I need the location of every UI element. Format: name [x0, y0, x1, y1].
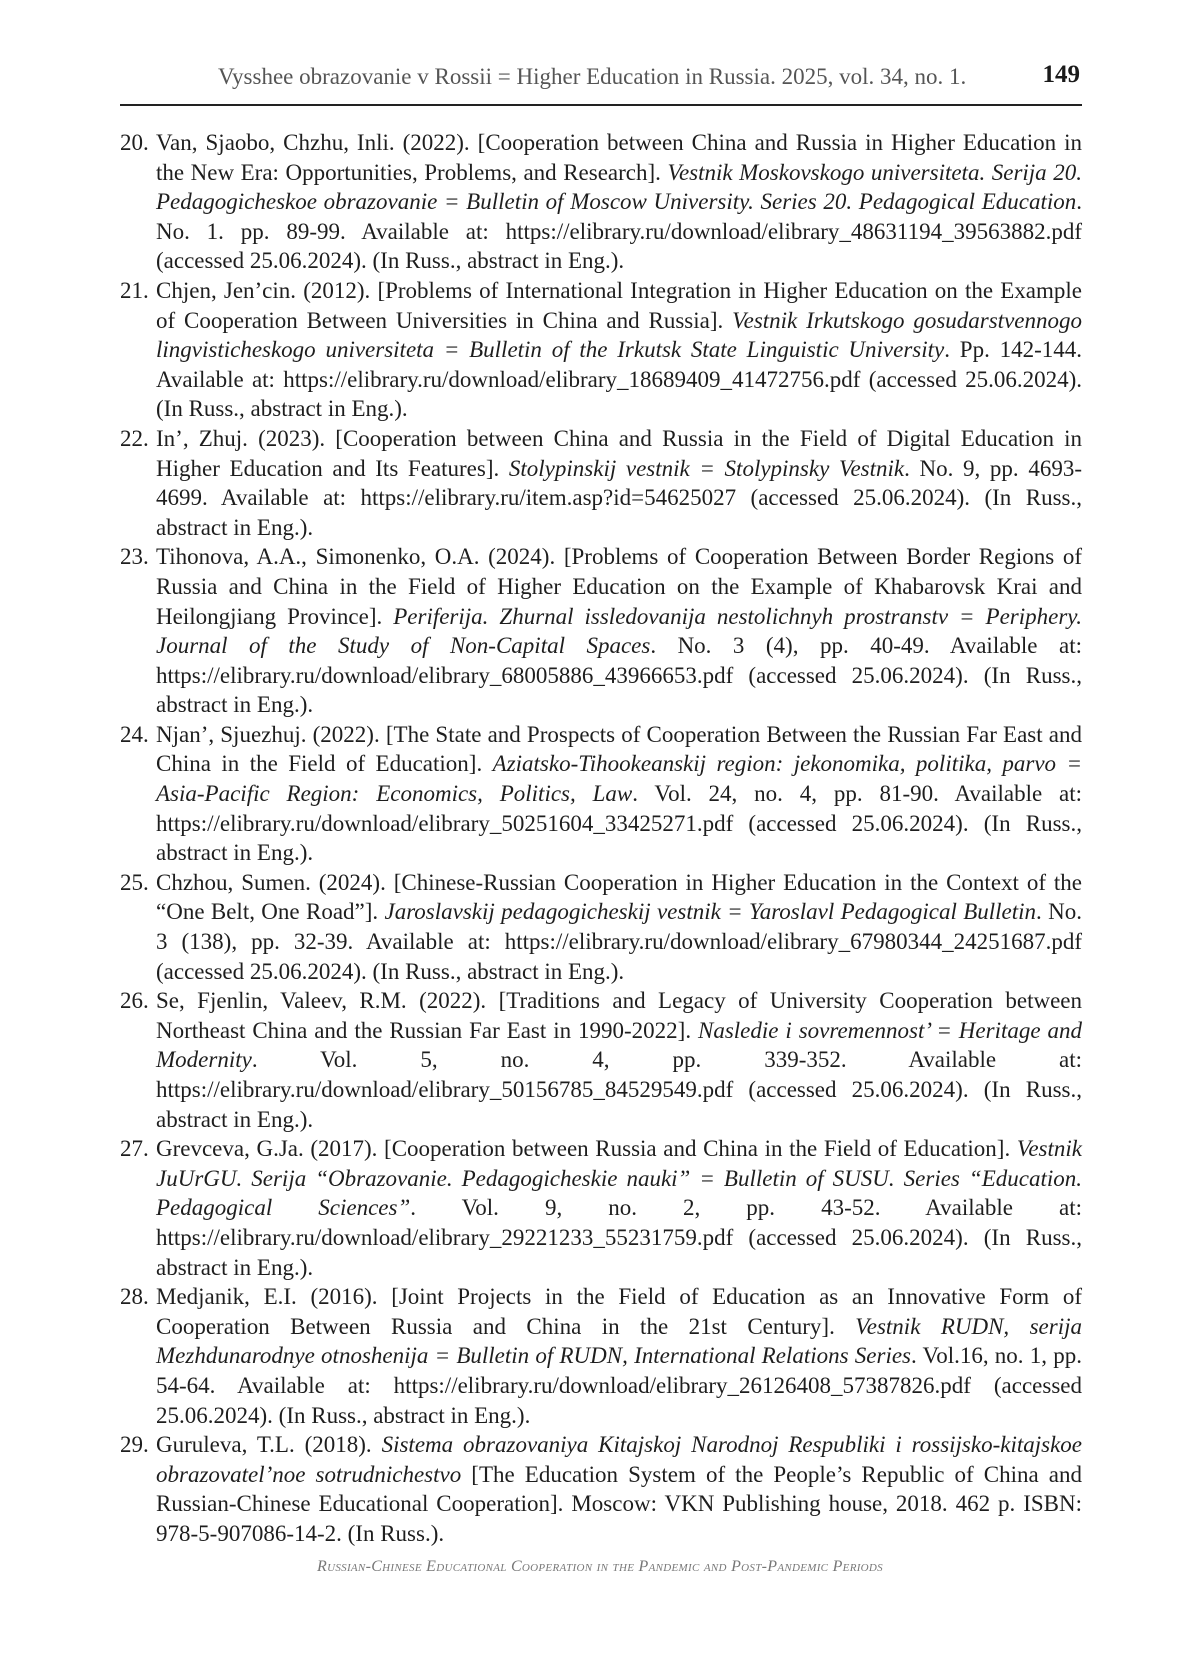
reference-text: Medjanik, E.I. (2016). [Joint Projects in the Field of Education as an Innovative Form of Cooperation Between Russia and China in the 21st Century].	[156, 1284, 1082, 1339]
reference-text: Njan’, Sjuezhuj. (2022). [The State and Prospects of Cooperation Between the Russian Far East and China in the Field of Education].	[156, 721, 1082, 777]
reference-number: 29.	[120, 1432, 149, 1458]
reference-details: . No. 3 (138), pp. 32-39. Available at: https://elibrary.ru/download/elibrary_67980344_24251687.pdf (accessed 25.06.2024). (In Russ., abstract in Eng.).	[156, 899, 1082, 984]
reference-details: . No. 3 (4), pp. 40-49. Available at: https://elibrary.ru/download/elibrary_68005886_43966653.pdf (accessed 25.06.2024). (In Russ., abstract in Eng.).	[156, 633, 1082, 718]
reference-text: Grevceva, G.Ja. (2017). [Cooperation between Russia and China in the Field of Education].	[156, 1136, 1017, 1162]
reference-item	[120, 1282, 1082, 1430]
reference-number: 24.	[120, 721, 149, 747]
reference-number: 28.	[120, 1284, 149, 1310]
reference-item	[120, 986, 1082, 1134]
reference-item	[120, 128, 1082, 276]
reference-source: Vestnik Irkutskogo gosudarstvennogo lingvisticheskogo universiteta = Bulletin of the Irkutsk State Linguistic University	[156, 307, 1082, 363]
reference-number: 25.	[120, 869, 149, 895]
journal-title: Vysshee obrazovanie v Rossii = Higher Education in Russia. 2025, vol. 34, no. 1.	[218, 64, 967, 89]
reference-source: Jaroslavskij pedagogicheskij vestnik = Yaroslavl Pedagogical Bulletin	[384, 899, 1037, 925]
reference-number: 27.	[120, 1136, 149, 1162]
reference-item	[120, 1134, 1082, 1282]
reference-item	[120, 276, 1082, 424]
reference-source: Vestnik JuUrGU. Serija “Obrazovanie. Pedagogicheskie nauki” = Bulletin of SUSU. Series “Education. Pedagogical Sciences”	[156, 1136, 1082, 1221]
reference-source: Stolypinskij vestnik = Stolypinsky Vestnik	[508, 455, 905, 481]
reference-item	[120, 1430, 1082, 1548]
reference-text: Tihonova, A.A., Simonenko, O.A. (2024). [Problems of Cooperation Between Border Regions of Russia and China in the Field of Higher Education on the Example of Khabarovsk Krai and Heilongjiang Province].	[156, 544, 1082, 629]
page-header	[120, 58, 1082, 106]
reference-details: . Vol. 9, no. 2, pp. 43-52. Available at: https://elibrary.ru/download/elibrary_29221233_55231759.pdf (accessed 25.06.2024). (In Russ., abstract in Eng.).	[156, 1195, 1082, 1280]
running-title: Russian-Chinese Educational Cooperation in the Pandemic and Post-Pandemic Periods	[317, 1558, 883, 1575]
reference-details: [The Education System of the People’s Republic of China and Russian-Chinese Educational Cooperation]. Moscow: VKN Publishing house, 2018. 462 p. ISBN: 978-5-907086-14-2. (In Russ.).	[156, 1461, 1082, 1546]
reference-text: Chzhou, Sumen. (2024). [Chinese-Russian Cooperation in Higher Education in the Context of the “One Belt, One Road”].	[156, 869, 1082, 925]
reference-text: In’, Zhuj. (2023). [Cooperation between China and Russia in the Field of Digital Education in Higher Education and Its Features].	[156, 425, 1082, 481]
reference-text: Van, Sjaobo, Chzhu, Inli. (2022). [Cooperation between China and Russia in Higher Education in the New Era: Opportunities, Problems, and Research].	[156, 130, 1082, 185]
reference-number: 26.	[120, 988, 149, 1014]
reference-source: Aziatsko-Tihookeanskij region: jekonomika, politika, parvo = Asia-Pacific Region: Economics, Politics, Law	[156, 751, 1083, 807]
reference-source: Vestnik RUDN, serija Mezhdunarodnye otnoshenija = Bulletin of RUDN, International Relations Series	[156, 1313, 1082, 1369]
reference-source: Sistema obrazovaniya Kitajskoj Narodnoj Respubliki i rossijsko-kitajskoe obrazovatel’noe sotrudnichestvo	[156, 1432, 1082, 1487]
page-number: 149	[1042, 61, 1080, 88]
reference-number: 22.	[120, 425, 149, 451]
reference-list	[120, 128, 1082, 1549]
reference-item	[120, 424, 1082, 542]
reference-text: Guruleva, T.L. (2018).	[156, 1432, 382, 1458]
reference-details: . Pp. 142-144. Available at: https://elibrary.ru/download/elibrary_18689409_41472756.pdf (accessed 25.06.2024). (In Russ., abstract in Eng.).	[156, 337, 1082, 422]
reference-number: 23.	[120, 544, 149, 570]
reference-details: . Vol. 24, no. 4, pp. 81-90. Available at: https://elibrary.ru/download/elibrary_50251604_33425271.pdf (accessed 25.06.2024). (In Russ., abstract in Eng.).	[156, 781, 1083, 866]
reference-details: . No. 9, pp. 4693-4699. Available at: https://elibrary.ru/item.asp?id=54625027 (accessed 25.06.2024). (In Russ., abstract in Eng.).	[156, 455, 1082, 540]
reference-details: . No. 1. pp. 89-99. Available at: https://elibrary.ru/download/elibrary_48631194_39563882.pdf (accessed 25.06.2024). (In Russ., abstract in Eng.).	[156, 189, 1082, 274]
reference-text: Se, Fjenlin, Valeev, R.M. (2022). [Traditions and Legacy of University Cooperation between Northeast China and the Russian Far East in 1990-2022].	[156, 988, 1082, 1043]
reference-details: . Vol.16, no. 1, pp. 54-64. Available at: https://elibrary.ru/download/elibrary_26126408_57387826.pdf (accessed 25.06.2024). (In Russ., abstract in Eng.).	[156, 1343, 1083, 1428]
reference-number: 21.	[120, 277, 149, 303]
reference-item	[120, 868, 1082, 986]
reference-details: . Vol. 5, no. 4, pp. 339-352. Available at: https://elibrary.ru/download/elibrary_50156785_84529549.pdf (accessed 25.06.2024). (In Russ., abstract in Eng.).	[156, 1047, 1082, 1132]
reference-item	[120, 720, 1082, 868]
reference-text: Chjen, Jen’cin. (2012). [Problems of International Integration in Higher Education on the Example of Cooperation Between Universities in China and Russia].	[156, 277, 1082, 333]
reference-number: 20.	[120, 130, 149, 155]
reference-source: Nasledie i sovremennost’ = Heritage and Modernity	[156, 1017, 1082, 1073]
reference-source: Vestnik Moskovskogo universiteta. Serija 20. Pedagogicheskoe obrazovanie = Bulletin of Moscow University. Series 20. Pedagogical Education	[156, 159, 1082, 215]
reference-item	[120, 542, 1082, 720]
reference-source: Periferija. Zhurnal issledovanija nestolichnyh prostranstv = Periphery. Journal of the Study of Non-Capital Spaces	[156, 603, 1082, 659]
